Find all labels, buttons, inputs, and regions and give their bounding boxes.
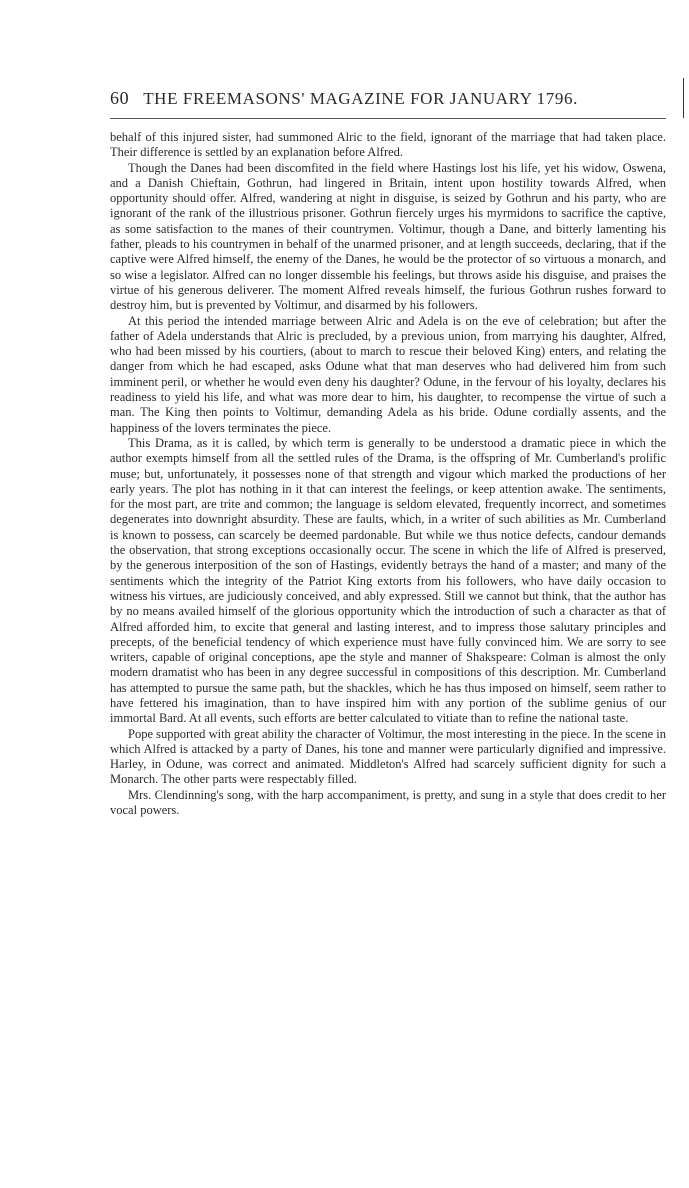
- paragraph-song: Mrs. Clendinning's song, with the harp accompaniment, is pretty, and sung in a style that does credit to her vocal powers.: [110, 787, 666, 818]
- magazine-page: [110, 88, 666, 818]
- header-rule: [110, 118, 666, 119]
- page-number: 60: [110, 88, 130, 108]
- running-head: [110, 88, 666, 116]
- journal-title: THE FREEMASONS' MAGAZINE FOR JANUARY 1796.: [143, 89, 578, 108]
- margin-mark: [683, 78, 684, 118]
- paragraph-critique: This Drama, as it is called, by which term is generally to be understood a dramatic piece in which the author exempts himself from all the settled rules of the Drama, is the offspring of Mr. Cumberland's prolific muse; but, unfortunately, it possesses none of that strength and vigour which marked the productions of her early years. The plot has nothing in it that can interest the feelings, or keep attention awake. The sentiments, for the most part, are trite and common; the language is seldom elevated, frequently incorrect, and sometimes degenerates into downright absurdity. These are faults, which, in a writer of such abilities as Mr. Cumberland is known to possess, can scarcely be deemed pardonable. But while we thus notice defects, candour demands the observation, that strong exceptions occasionally occur. The scene in which the life of Alfred is preserved, by the generous interposition of the son of Hastings, evidently betrays the hand of a master; and many of the sentiments which the integrity of the Patriot King extorts from his followers, who have daily occasion to witness his virtues, are judiciously conceived, and ably expressed. Still we cannot but think, that the author has by no means availed himself of the glorious opportunity which the introduction of such a character as that of Alfred afforded him, to excite that general and lasting interest, and to impress those salutary principles and precepts, of the beneficial tendency of which experience must have fully convinced him. We are sorry to see writers, capable of original conceptions, ape the style and manner of Shakspeare: Colman is almost the only modern dramatist who has been in any degree successful in compositions of this description. Mr. Cumberland has attempted to pursue the same path, but the shackles, which he has thus imposed on himself, seem rather to have fettered his imagination, than to have inspired him with any portion of the sublime genius of our immortal Bard. At all events, such efforts are better calculated to vitiate than to refine the national taste.: [110, 435, 666, 726]
- paragraph-cast: Pope supported with great ability the character of Voltimur, the most interesting in the piece. In the scene in which Alfred is attacked by a party of Danes, his tone and manner were particularly dignified and impressive. Harley, in Odune, was correct and animated. Middleton's Alfred had scarcely sufficient dignity for such a Monarch. The other parts were respectably filled.: [110, 726, 666, 787]
- paragraph-danes: Though the Danes had been discomfited in the field where Hastings lost his life, yet his widow, Oswena, and a Danish Chieftain, Gothrun, had lingered in Britain, intent upon hostility towards Alfred, when opportunity should offer. Alfred, wandering at night in disguise, is seized by Gothrun and his party, who are ignorant of the rank of the illustrious prisoner. Gothrun fiercely urges his myrmidons to sacrifice the captive, as some satisfaction to the manes of their countrymen. Voltimur, though a Dane, and bitterly lamenting his father, pleads to his countrymen in behalf of the unarmed prisoner, and at length succeeds, declaring, that if the captive were Alfred himself, the enemy of the Danes, he would be the protector of so virtuous a monarch, and so wise a legislator. Alfred can no longer dissemble his feelings, but throws aside his disguise, and praises the virtue of his generous deliverer. The moment Alfred reveals himself, the furious Gothrun rushes forward to destroy him, but is prevented by Voltimur, and disarmed by his followers.: [110, 160, 666, 313]
- article-body: [110, 130, 666, 818]
- paragraph-marriage: At this period the intended marriage between Alric and Adela is on the eve of celebration; but after the father of Adela understands that Alric is precluded, by a previous union, from marrying his daughter, Alfred, who had been missed by his courtiers, (about to march to rescue their beloved King) enters, and relating the danger from which he had escaped, asks Odune what that man deserves who had delivered him from such imminent peril, or whether he would even deny his daughter? Odune, in the fervour of his loyalty, declares his readiness to yield his life, and what was more dear to him, his daughter, to recompense the virtue of such a man. The King then points to Voltimur, demanding Adela as his bride. Odune cordially assents, and the happiness of the lovers terminates the piece.: [110, 313, 666, 435]
- paragraph-continued: behalf of this injured sister, had summoned Alric to the field, ignorant of the marriage that had taken place. Their difference is settled by an explanation before Alfred.: [110, 130, 666, 160]
